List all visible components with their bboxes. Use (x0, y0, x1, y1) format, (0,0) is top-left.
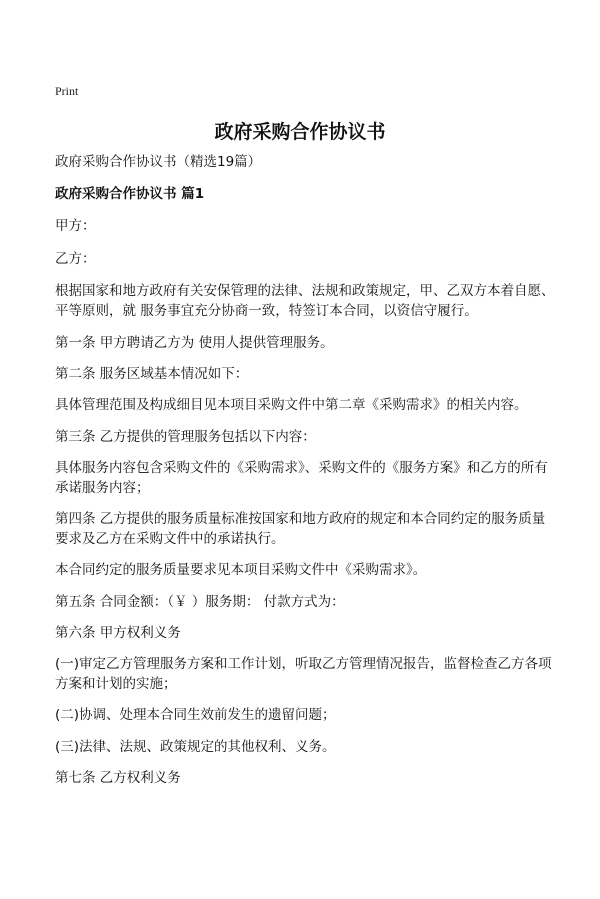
paragraph-scope: 具体管理范围及构成细目见本项目采购文件中第二章《采购需求》的相关内容。 (55, 397, 528, 413)
document-subtitle: 政府采购合作协议书（精选19篇） (55, 154, 262, 170)
paragraph-article-7: 第七条 乙方权利义务 (55, 770, 181, 786)
paragraph-quality: 本合同约定的服务质量要求见本项目采购文件中《采购需求》。 (55, 562, 427, 578)
paragraph-article-3: 第三条 乙方提供的管理服务包括以下内容： (55, 429, 316, 445)
paragraph-article-1: 第一条 甲方聘请乙方为 使用人提供管理服务。 (55, 335, 334, 351)
paragraph-clause-6-3: (三)法律、法规、政策规定的其他权利、义务。 (55, 739, 336, 755)
paragraph-article-6: 第六条 甲方权利义务 (55, 625, 181, 641)
paragraph-clause-6-2: (二)协调、处理本合同生效前发生的遗留问题； (55, 707, 336, 723)
print-label: Print (55, 84, 79, 98)
paragraph-party-b: 乙方： (55, 251, 96, 267)
paragraph-service-content: 具体服务内容包含采购文件的《采购需求》、采购文件的《服务方案》和乙方的所有承诺服务内容； (55, 460, 548, 496)
paragraph-article-5: 第五条 合同金额：（￥ ）服务期： 付款方式为： (55, 594, 345, 610)
paragraph-party-a: 甲方： (55, 218, 96, 234)
paragraph-preamble: 根据国家和地方政府有关安保管理的法律、法规和政策规定，甲、乙双方本着自愿、平等原则，就 服务事宜充分协商一致，特签订本合同，以资信守履行。 (55, 283, 555, 319)
paragraph-clause-6-1: (一)审定乙方管理服务方案和工作计划，听取乙方管理情况报告，监督检查乙方各项方案和计划的实施； (55, 656, 552, 692)
section-heading: 政府采购合作协议书 篇1 (55, 186, 205, 202)
paragraph-article-4: 第四条 乙方提供的服务质量标准按国家和地方政府的规定和本合同约定的服务质量要求及乙方在采购文件中的承诺执行。 (55, 511, 546, 547)
paragraph-article-2: 第二条 服务区域基本情况如下： (55, 366, 249, 382)
page-title: 政府采购合作协议书 (214, 121, 386, 143)
